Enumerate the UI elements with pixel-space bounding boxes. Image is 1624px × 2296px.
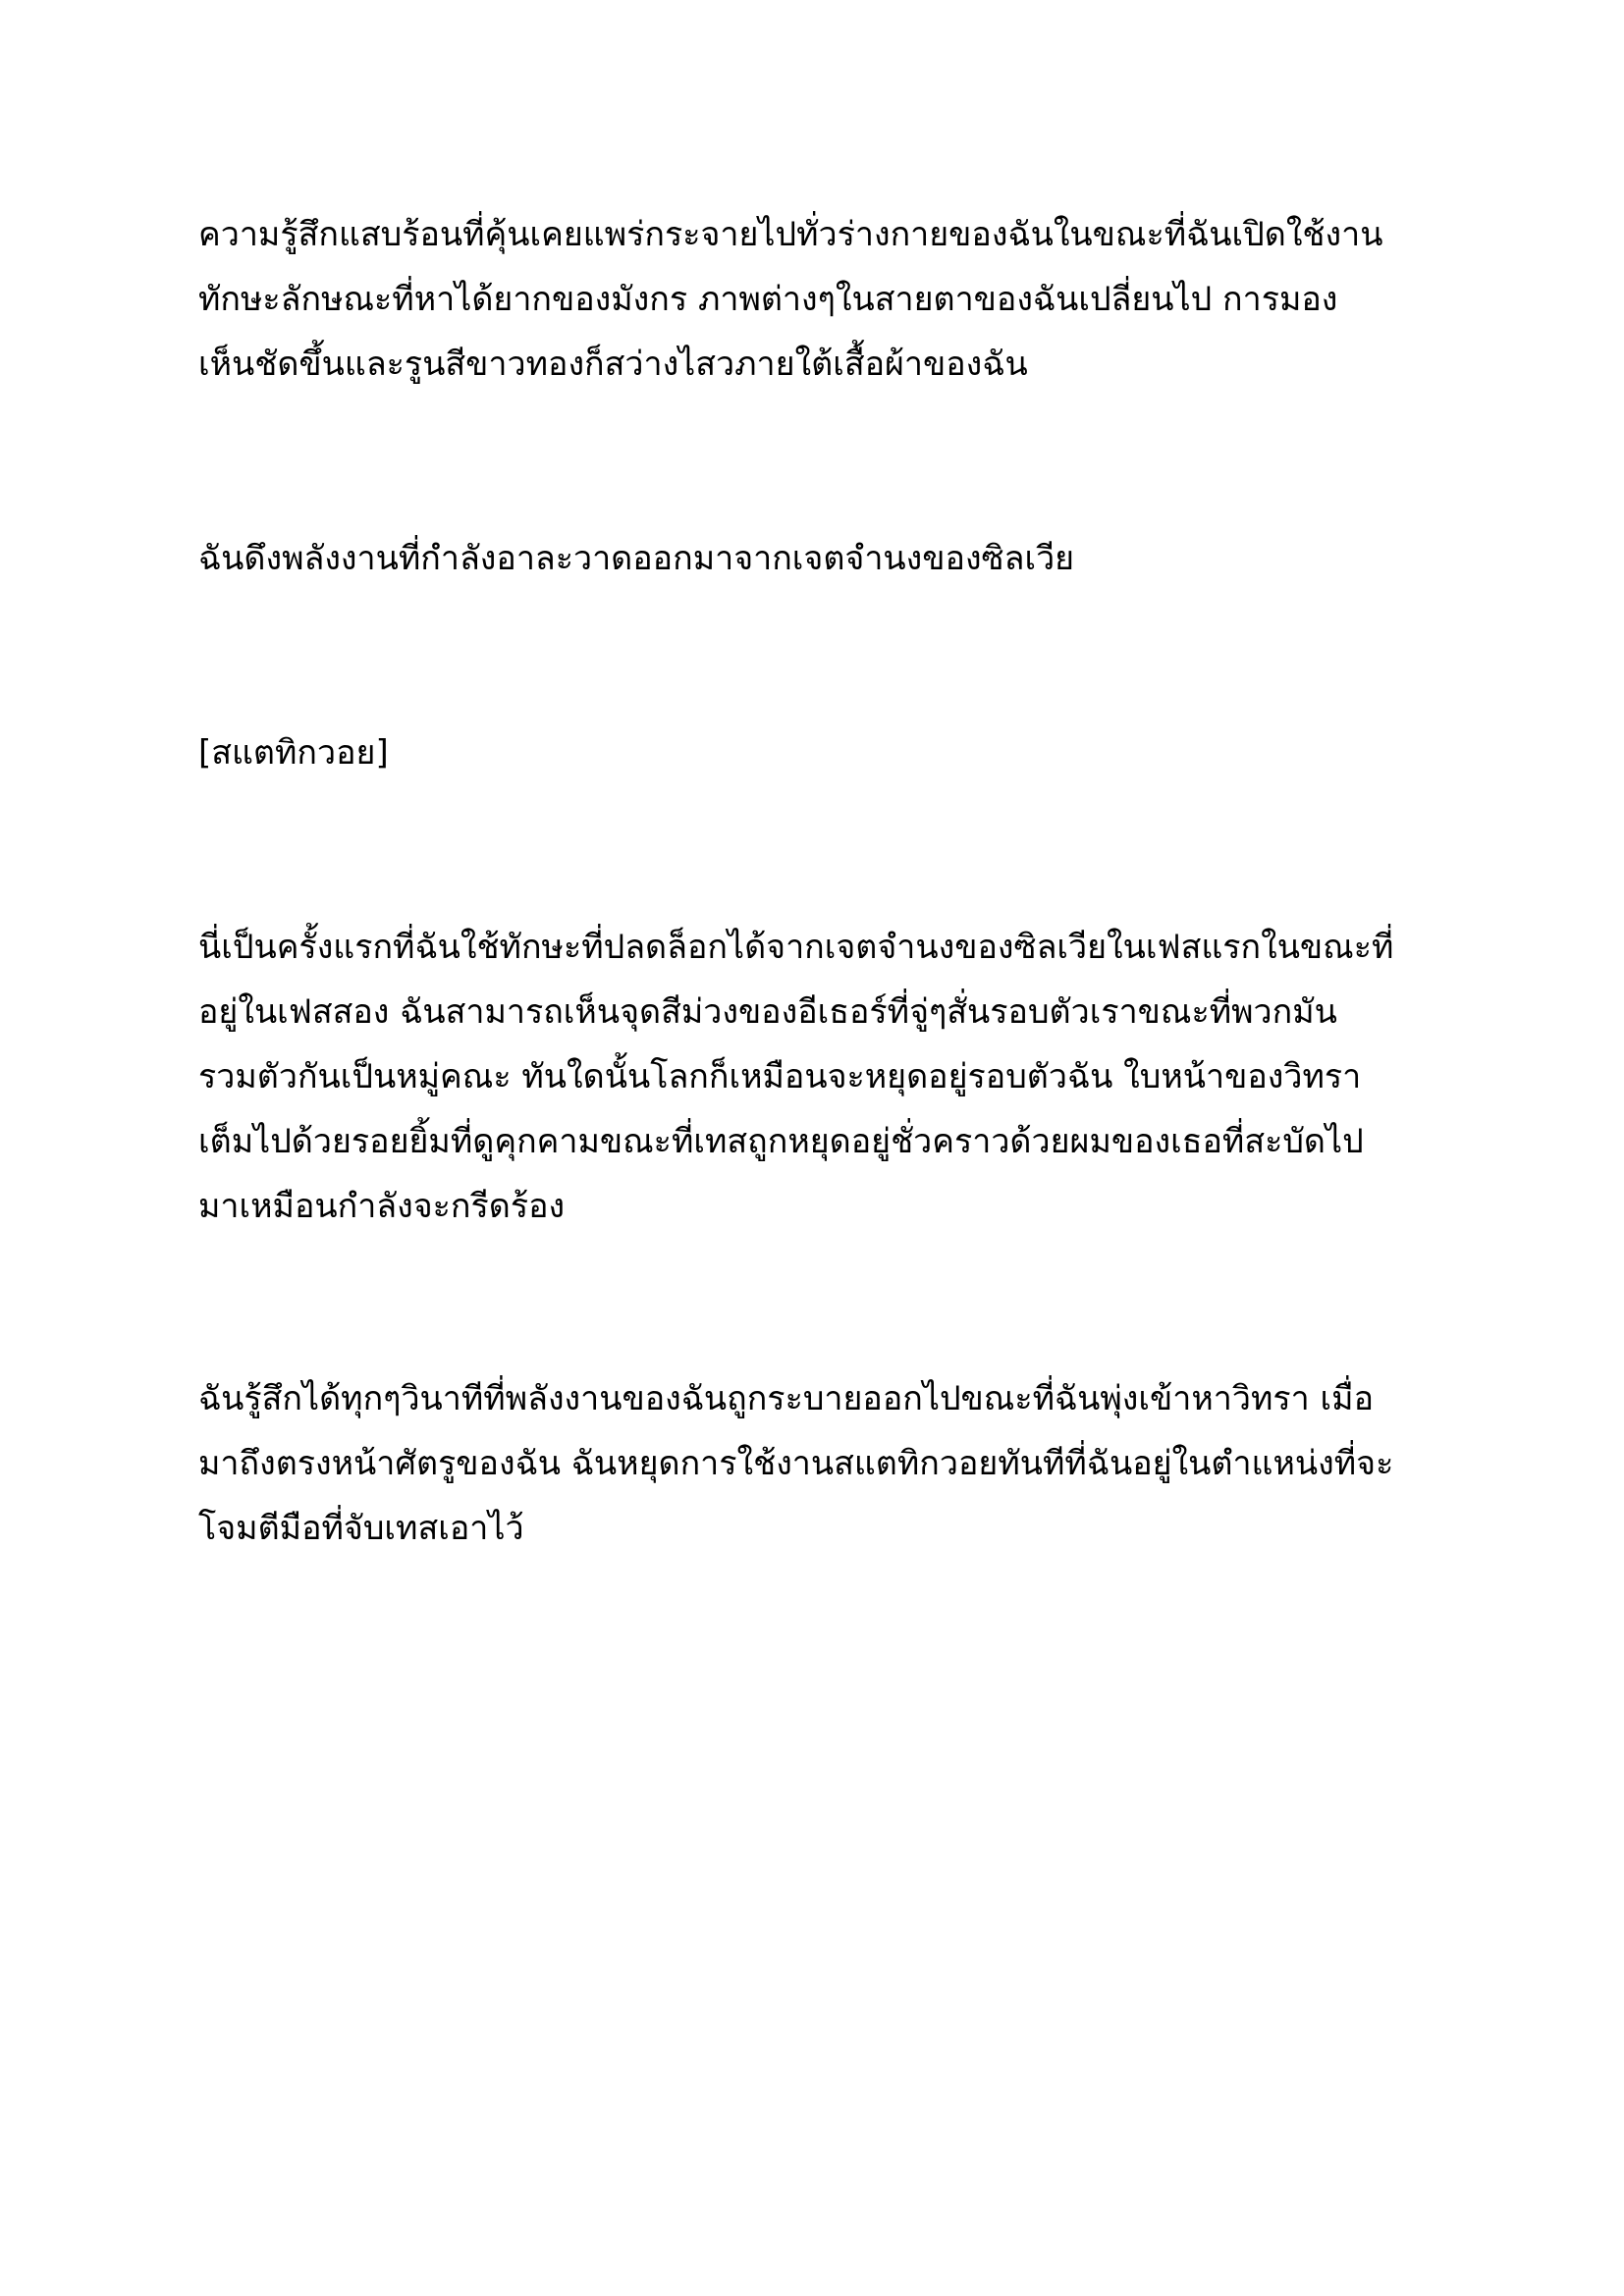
text-line: ฉันดึงพลังงานที่กำลังอาละวาดออกมาจากเจตจำนงของซิลเวีย (198, 539, 1075, 578)
paragraph-5 (198, 1366, 1465, 1561)
text-line: โจมตีมือที่จับเทสเอาไว้ (198, 1509, 524, 1548)
text-line: เต็มไปด้วยรอยยิ้มที่ดูคุกคามขณะที่เทสถูกหยุดอยู่ชั่วคราวด้วยผมของเธอที่สะบัดไป (198, 1122, 1364, 1161)
paragraph-2 (198, 526, 1465, 591)
document-body (198, 202, 1465, 1561)
text-line: รวมตัวกันเป็นหมู่คณะ ทันใดนั้นโลกก็เหมือนจะหยุดอยู่รอบตัวฉัน ใบหน้าของวิทรา (198, 1057, 1362, 1096)
text-line: เห็นชัดขึ้นและรูนสีขาวทองก็สว่างไสวภายใต้เสื้อผ้าของฉัน (198, 345, 1028, 384)
text-line: อยู่ในเฟสสอง ฉันสามารถเห็นจุดสีม่วงของอีเธอร์ที่จู่ๆสั่นรอบตัวเราขณะที่พวกมัน (198, 992, 1337, 1032)
paragraph-3 (198, 721, 1465, 785)
paragraph-spacer (198, 591, 1465, 721)
paragraph-4 (198, 915, 1465, 1239)
text-line: [สแตทิกวอย] (198, 733, 389, 773)
paragraph-spacer (198, 785, 1465, 915)
text-line: มาเหมือนกำลังจะกรีดร้อง (198, 1187, 566, 1226)
paragraph-spacer (198, 397, 1465, 526)
text-line: มาถึงตรงหน้าศัตรูของฉัน ฉันหยุดการใช้งานสแตทิกวอยทันทีที่ฉันอยู่ในตำแหน่งที่จะ (198, 1444, 1394, 1483)
paragraph-1 (198, 202, 1465, 397)
text-line: ฉันรู้สึกได้ทุกๆวินาทีที่พลังงานของฉันถูกระบายออกไปขณะที่ฉันพุ่งเข้าหาวิทรา เมื่อ (198, 1379, 1374, 1418)
paragraph-spacer (198, 1239, 1465, 1366)
text-line: ทักษะลักษณะที่หาได้ยากของมังกร ภาพต่างๆในสายตาของฉันเปลี่ยนไป การมอง (198, 280, 1338, 319)
text-line: นี่เป็นครั้งแรกที่ฉันใช้ทักษะที่ปลดล็อกได้จากเจตจำนงของซิลเวียในเฟสแรกในขณะที่ (198, 928, 1394, 967)
text-line: ความรู้สึกแสบร้อนที่คุ้นเคยแพร่กระจายไปทั่วร่างกายของฉันในขณะที่ฉันเปิดใช้งาน (198, 215, 1383, 254)
